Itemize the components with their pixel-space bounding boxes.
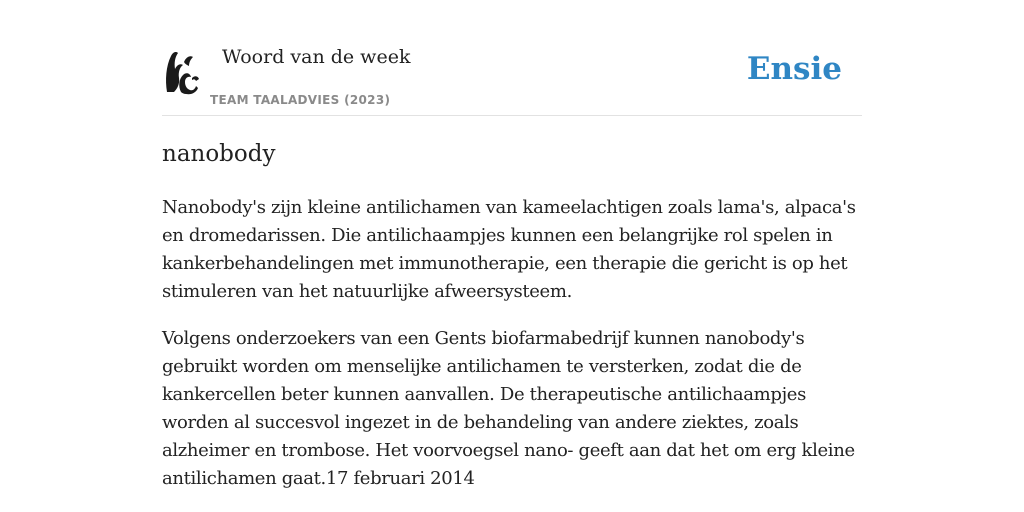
flemish-lion-logo-icon [162, 48, 200, 96]
series-author-year: TEAM TAALADVIES (2023) [210, 93, 391, 107]
series-title: Woord van de week [222, 46, 411, 68]
definition-paragraph: Nanobody's zijn kleine antilichamen van kameelachtigen zoals lama's, alpaca's en dromedarissen. Die antilichaampjes kunnen een belangrijke rol spelen in kankerbehandelingen met immunotherapie, een therapie die gericht is op het stimuleren van het natuurlijke afweersysteem. [162, 197, 856, 302]
definition-paragraph: Volgens onderzoekers van een Gents biofarmabedrijf kunnen nanobody's gebruikt worden om menselijke antilichamen te versterken, zodat die de kankercellen beter kunnen aanvallen. De therapeutische antilichaampjes worden al succesvol ingezet in de behandeling van andere ziektes, zoals alzheimer en trombose. Het voorvoegsel nano- geeft aan dat het om erg kleine antilichamen gaat.17 februari 2014 [162, 328, 855, 489]
ensie-brand-link[interactable]: Ensie [746, 51, 842, 87]
entry-word: nanobody [162, 141, 276, 167]
header [162, 40, 862, 116]
article [162, 138, 862, 512]
